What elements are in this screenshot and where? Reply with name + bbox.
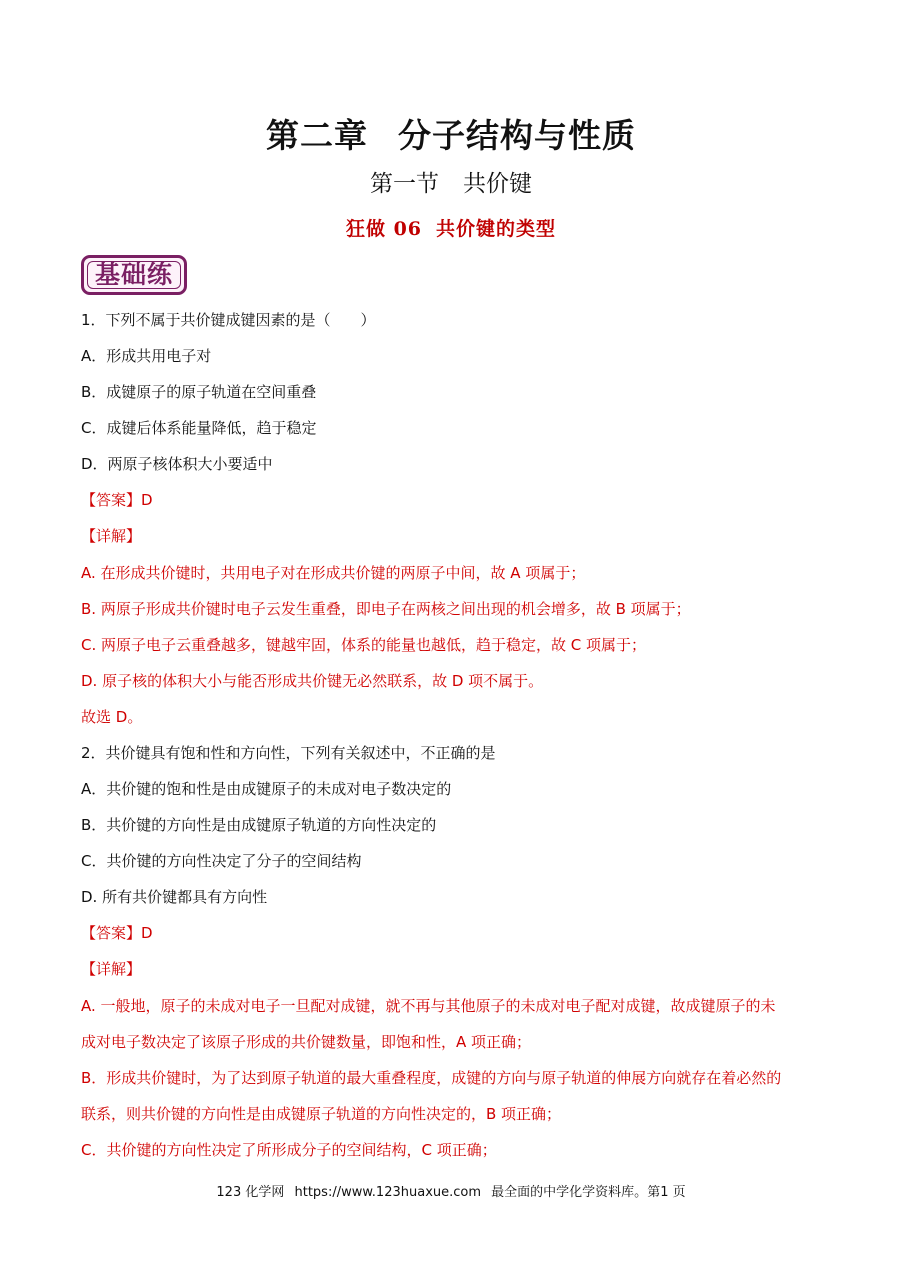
chapter-name: 分子结构与性质 bbox=[398, 116, 636, 155]
q2-explain-line-4: 联系，则共价键的方向性是由成键原子轨道的方向性决定的，B 项正确； bbox=[81, 1105, 562, 1123]
q1-explain-d: D. 原子核的体积大小与能否形成共价键无必然联系，故 D 项不属于。 bbox=[81, 672, 544, 690]
q2-explain-line-1: A. 一般地，原子的未成对电子一旦配对成键，就不再与其他原子的未成对电子配对成键，故成键原子的未 bbox=[81, 997, 776, 1015]
section-number: 第一节 bbox=[370, 171, 439, 197]
q2-option-b: B．共价键的方向性是由成键原子轨道的方向性决定的 bbox=[81, 816, 437, 834]
exercise-number: 狂做 06 bbox=[345, 218, 423, 240]
exercise-title bbox=[0, 214, 902, 241]
q1-detail-label: 【详解】 bbox=[81, 527, 142, 545]
q2-option-c: C．共价键的方向性决定了分子的空间结构 bbox=[81, 852, 362, 870]
q1-stem: 1．下列不属于共价键成键因素的是（ ） bbox=[81, 311, 376, 329]
q2-explain-line-5: C．共价键的方向性决定了所形成分子的空间结构，C 项正确； bbox=[81, 1141, 497, 1159]
footer-url-link[interactable]: https://www.123huaxue.com bbox=[294, 1185, 482, 1200]
q2-explain-line-2: 成对电子数决定了该原子形成的共价键数量，即饱和性，A 项正确； bbox=[81, 1033, 532, 1051]
q1-explain-c: C. 两原子电子云重叠越多，键越牢固，体系的能量也越低，趋于稳定，故 C 项属于； bbox=[81, 636, 647, 654]
q2-option-a: A．共价键的饱和性是由成键原子的未成对电子数决定的 bbox=[81, 780, 452, 798]
q1-option-d: D．两原子核体积大小要适中 bbox=[81, 455, 273, 473]
footer-slogan: 最全面的中学化学资料库。 bbox=[491, 1185, 648, 1200]
q2-explain-line-3: B．形成共价键时，为了达到原子轨道的最大重叠程度，成键的方向与原子轨道的伸展方向就存在着必然的 bbox=[81, 1069, 782, 1087]
footer-site-name: 123 化学网 bbox=[216, 1185, 285, 1200]
chapter-number: 第二章 bbox=[266, 116, 368, 155]
q2-stem: 2．共价键具有饱和性和方向性，下列有关叙述中，不正确的是 bbox=[81, 744, 496, 762]
q1-option-b: B．成键原子的原子轨道在空间重叠 bbox=[81, 383, 317, 401]
q1-option-c: C．成键后体系能量降低，趋于稳定 bbox=[81, 419, 317, 437]
q1-answer: 【答案】D bbox=[81, 491, 153, 509]
q2-option-d: D. 所有共价键都具有方向性 bbox=[81, 888, 268, 906]
section-title bbox=[0, 165, 902, 198]
q1-explain-b: B. 两原子形成共价键时电子云发生重叠，即电子在两核之间出现的机会增多，故 B 项属于； bbox=[81, 600, 691, 618]
page-footer bbox=[0, 1181, 902, 1200]
q2-answer: 【答案】D bbox=[81, 924, 153, 942]
q1-explain-a: A. 在形成共价键时，共用电子对在形成共价键的两原子中间，故 A 项属于； bbox=[81, 564, 586, 582]
q1-option-a: A．形成共用电子对 bbox=[81, 347, 212, 365]
q1-conclusion: 故选 D。 bbox=[81, 708, 143, 726]
chapter-title bbox=[0, 110, 902, 157]
exercise-name: 共价键的类型 bbox=[436, 218, 557, 240]
section-name: 共价键 bbox=[463, 171, 532, 197]
q2-detail-label: 【详解】 bbox=[81, 960, 142, 978]
footer-page-number: 第1 页 bbox=[647, 1185, 686, 1200]
basic-practice-badge: 基础练 bbox=[81, 255, 187, 295]
